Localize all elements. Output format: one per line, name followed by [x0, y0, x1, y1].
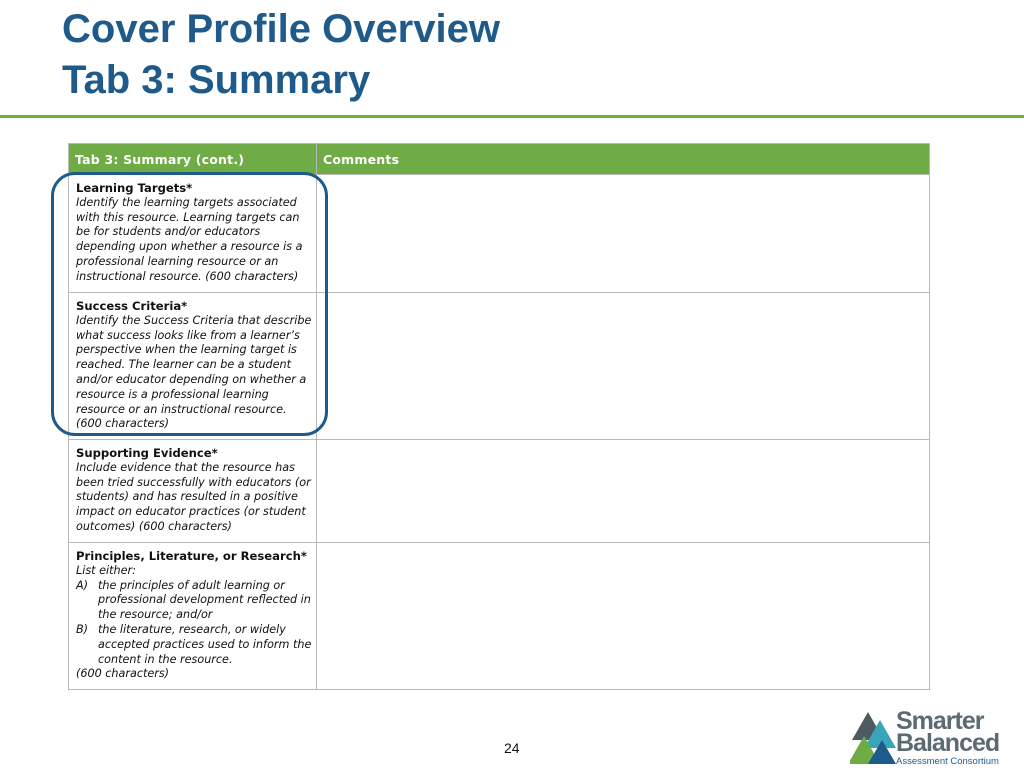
- comment-cell-success-criteria[interactable]: [317, 293, 930, 440]
- row-heading: Learning Targets*: [76, 181, 193, 195]
- table-header-row: [69, 144, 930, 175]
- row-description: Identify the Success Criteria that describe what success looks like from a learner’s perspective when the learning target is reached. The learner can be a student and/or educator depending on whether a resource is a professional learning resource or an instructional resource. (600 characters): [76, 313, 312, 431]
- list-marker: B): [76, 622, 89, 636]
- smarter-balanced-logo: [850, 708, 1020, 768]
- row-label-cell: [69, 440, 317, 543]
- slide-title: [62, 4, 500, 106]
- column-header-comments: Comments: [317, 144, 930, 175]
- list-item-text: the literature, research, or widely accepted practices used to inform the content in the resource.: [98, 622, 312, 666]
- comment-cell-principles[interactable]: [317, 543, 930, 690]
- row-description: Include evidence that the resource has been tried successfully with educators (or students) and has resulted in a positive impact on educator practices (or student outcomes) (600 characters): [76, 460, 311, 533]
- slide-title-line2: Tab 3: Summary: [62, 58, 371, 102]
- list-item: [76, 579, 312, 623]
- comment-cell-learning-targets[interactable]: [317, 175, 930, 293]
- page-number: 24: [504, 740, 520, 756]
- table-row-learning-targets: [69, 175, 930, 293]
- list-marker: A): [76, 578, 89, 592]
- row-heading: Supporting Evidence*: [76, 446, 218, 460]
- row-heading: Success Criteria*: [76, 299, 188, 313]
- row-description: Identify the learning targets associated with this resource. Learning targets can be for students and/or educators depending upon whether a resource is a professional learning resource or an instructional resource. (600 characters): [76, 195, 303, 283]
- column-header-summary: Tab 3: Summary (cont.): [69, 144, 317, 175]
- row-footer: (600 characters): [76, 667, 170, 681]
- logo-text-consortium: Assessment Consortium: [896, 756, 999, 767]
- row-label-cell: [69, 543, 317, 690]
- row-label-cell: [69, 293, 317, 440]
- comment-cell-supporting-evidence[interactable]: [317, 440, 930, 543]
- table-row-principles: [69, 543, 930, 690]
- logo-text-balanced: Balanced: [896, 729, 1000, 757]
- slide-title-line1: Cover Profile Overview: [62, 7, 500, 51]
- list-item-text: the principles of adult learning or professional development reflected in the resource; and/or: [98, 578, 311, 622]
- title-divider: [0, 115, 1024, 118]
- row-heading: Principles, Literature, or Research*: [76, 549, 307, 563]
- row-label-cell: [69, 175, 317, 293]
- logo-triangles-icon: [850, 710, 898, 766]
- row-intro: List either:: [76, 563, 136, 577]
- table-row-supporting-evidence: [69, 440, 930, 543]
- list-item: [76, 623, 312, 667]
- logo-text-smarter: Smarter: [896, 707, 984, 735]
- table-row-success-criteria: [69, 293, 930, 440]
- summary-table: [68, 143, 930, 690]
